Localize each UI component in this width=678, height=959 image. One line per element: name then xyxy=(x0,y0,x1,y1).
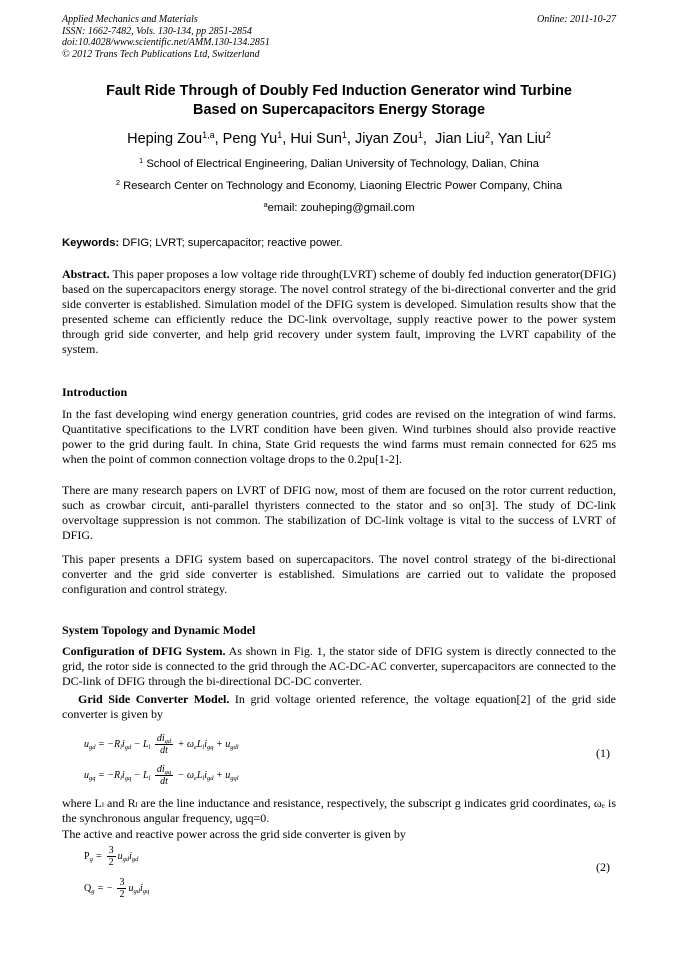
power-paragraph: The active and reactive power across the grid side converter is given by xyxy=(62,827,406,841)
doi: doi:10.4028/www.scientific.net/AMM.130-134.2851 xyxy=(62,37,270,48)
author-sup: 1 xyxy=(341,130,347,140)
intro-paragraph-3: This paper presents a DFIG system based on supercapacitors. The novel control strategy of the bi-directional converter and the grid side converter is established. Simulations are carried out to validate the proposed configuration and control strategy. xyxy=(62,552,616,597)
config-text: As shown in Fig. 1, the stator side of DFIG system is directly connected to the grid, the rotor side is connected to the grid through the AC-DC-AC converter, supercapacitors are connected to the DC-link of DFIG through the bi-directional DC-DC converter. xyxy=(62,644,616,689)
where-paragraph: where Lₗ and Rₗ are the line inductance and resistance, respectively, the subscript g indicates grid coordinates, ωₑ is the synchronous angular frequency, ugq=0. xyxy=(62,796,616,826)
abstract-text: This paper proposes a low voltage ride through(LVRT) scheme of doubly fed induction generator(DFIG) based on the supercapacitors energy storage. The novel control strategy of the bi-directional converter and the grid side converter is established. Simulation model of the DFIG system is developed. Simulation results show that the presented scheme can efficiently reduce the DC-link overvoltage, supply reactive power to the power system through grid side converter, and help grid recovery under system fault, improving the LVRT capability of the system. xyxy=(62,267,616,357)
affiliation-1 xyxy=(20,157,658,171)
affiliation-2 xyxy=(20,179,658,193)
equation-1-number: (1) xyxy=(596,746,610,760)
author-sup: 2 xyxy=(484,130,490,140)
title-line-2: Based on Supercapacitors Energy Storage xyxy=(193,101,485,118)
author-sup: 2 xyxy=(545,130,551,140)
email-text: email: zouheping@gmail.com xyxy=(267,202,415,214)
keywords-text: DFIG; LVRT; supercapacitor; reactive power. xyxy=(119,237,343,249)
gsc-label: Grid Side Converter Model. xyxy=(78,692,230,706)
keywords xyxy=(62,236,616,250)
affiliation-sup: 1 xyxy=(139,156,144,165)
author-email xyxy=(20,201,658,215)
affiliation-sup: 2 xyxy=(115,178,120,187)
email-sup: a xyxy=(263,200,268,209)
copyright: © 2012 Trans Tech Publications Ltd, Switzerland xyxy=(62,48,260,60)
issn: ISSN: 1662-7482, Vols. 130-134, pp 2851-2854 xyxy=(62,25,252,37)
journal-header xyxy=(62,14,270,60)
config-paragraph xyxy=(62,644,616,689)
journal-name: Applied Mechanics and Materials xyxy=(62,14,198,25)
author-name: Hui Sun xyxy=(290,131,342,147)
author-sup: 1 xyxy=(277,130,283,140)
section-heading-introduction: Introduction xyxy=(62,385,128,399)
section-heading-topology: System Topology and Dynamic Model xyxy=(62,623,256,637)
equation-2-line-1: $P_g$ = $\frac{3}{2}$ $u_{gd}i_{gd}$ xyxy=(84,845,139,868)
intro-paragraph-1: In the fast developing wind energy generation countries, grid codes are revised on the integration of wind farms. Quantitative specifications to the LVRT condition have been given. Wind turbines should also provide reactive power to the grid during fault. In china, State Grid requests the wind farms must remain connected for 625 ms when the point of common connection voltage drops to the 0.2pu[1-2]. xyxy=(62,407,616,467)
abstract-label: Abstract. xyxy=(62,267,110,281)
gsc-text: In grid voltage oriented reference, the voltage equation[2] of the grid side converter is given by xyxy=(62,692,616,722)
author-list: Heping Zou$^{1,a}$, Peng Yu$^1$, Hui Sun$^1$, Jiyan Zou$^1$, Jian Liu$^2$, Yan Liu$^2$ xyxy=(127,130,551,147)
equation-2-number: (2) xyxy=(596,860,610,874)
paper-title xyxy=(40,82,638,119)
author-name: Jiyan Zou xyxy=(354,131,418,147)
author-name: Jian Liu xyxy=(434,131,485,147)
keywords-label: Keywords: xyxy=(62,237,120,249)
author-name: Peng Yu xyxy=(222,131,278,147)
gsc-paragraph xyxy=(62,692,616,722)
author-name: Heping Zou xyxy=(127,131,203,147)
author-name: Yan Liu xyxy=(497,131,546,147)
equation-1-line-2: $u_{gq} = -R_li_{gq} - L_l$ $\frac{di_{gq}}{dt}$ − $\omega_eL_li_{gd} + u_{gql}$ xyxy=(84,764,239,787)
equation-1-line-1: $u_{gd} = -R_li_{gd} - L_l$ $\frac{di_{gd}}{dt}$ + $\omega_eL_li_{gq} + u_{gdl}$ xyxy=(84,733,239,756)
config-label: Configuration of DFIG System. xyxy=(62,644,226,658)
author-sup: 1 xyxy=(417,130,423,140)
equation-2-line-2: $Q_g$ = − $\frac{3}{2}$ $u_{gd}i_{gq}$ xyxy=(84,877,150,900)
abstract xyxy=(62,267,616,358)
affiliation-text: Research Center on Technology and Economy, Liaoning Electric Power Company, China xyxy=(123,180,563,192)
title-line-1: Fault Ride Through of Doubly Fed Induction Generator wind Turbine xyxy=(106,83,572,99)
online-date: Online: 2011-10-27 xyxy=(537,14,616,25)
intro-paragraph-2: There are many research papers on LVRT of DFIG now, most of them are focused on the rotor current reduction, such as crowbar circuit, anti-parallel thyristers connected to the stator and so on[3]. The study of DC-link overvoltage suppression is not common. The stabilization of DC-link voltage is vital to the success of LVRT of DFIG. xyxy=(62,483,616,543)
author-sup: 1,a xyxy=(202,130,215,140)
affiliation-text: School of Electrical Engineering, Dalian University of Technology, Dalian, China xyxy=(146,158,539,170)
